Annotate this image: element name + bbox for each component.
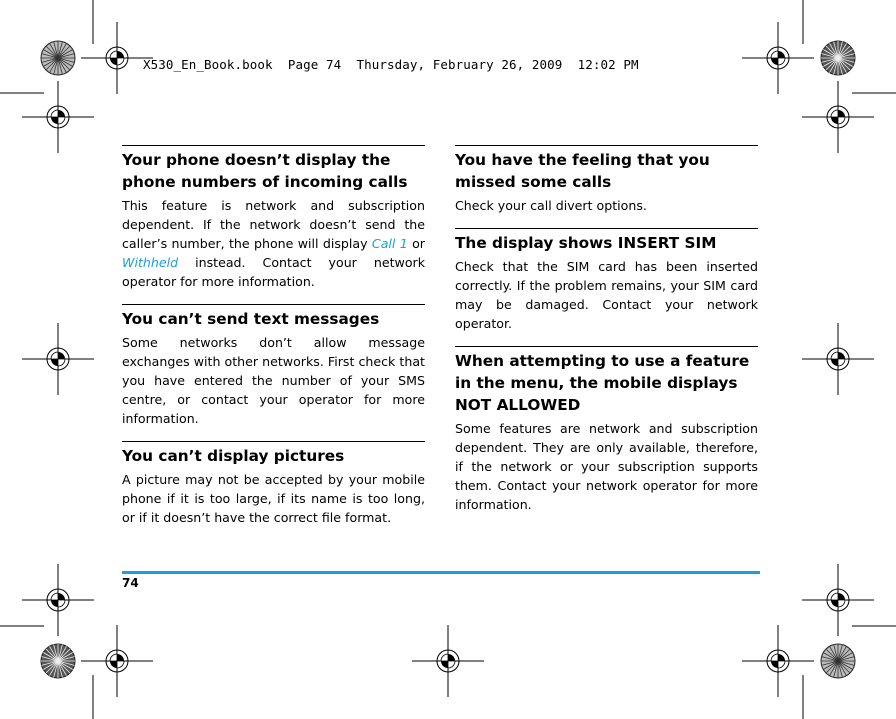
registration-target (22, 81, 94, 153)
star-target (821, 41, 855, 75)
registration-target (802, 323, 874, 395)
section-insert-sim (455, 228, 758, 333)
registration-target (22, 564, 94, 636)
star-target (41, 41, 75, 75)
footer-accent-bar (122, 571, 760, 574)
registration-target (802, 81, 874, 153)
section-missed-calls (455, 145, 758, 215)
section-body: Check your call divert options. (455, 198, 647, 213)
section-not-allowed (455, 346, 758, 514)
withheld-label: Withheld (122, 255, 179, 270)
section-title: You have the feeling that you missed some calls (455, 151, 710, 191)
body-text: This feature is network and subscription dependent. If the network doesn’t send the caller’s number, the phone will display (122, 198, 425, 251)
section-cant-display-pictures (122, 441, 425, 527)
section-title: Your phone doesn’t display the phone numbers of incoming calls (122, 151, 408, 191)
registration-target (81, 625, 153, 697)
section-body: Check that the SIM card has been inserted correctly. If the problem remains, your SIM card may be damaged. Contact your network operator. (455, 259, 758, 331)
star-target (821, 644, 855, 678)
registration-target (22, 323, 94, 395)
section-body: A picture may not be accepted by your mobile phone if it is too large, if its name is too long, or if it doesn’t have the correct file format. (122, 472, 425, 525)
section-body: Some features are network and subscription dependent. They are only available, therefore, if the network or your subscription supports them. Contact your network operator for more information. (455, 421, 758, 512)
section-body (122, 196, 425, 291)
section-title: When attempting to use a feature in the menu, the mobile displays NOT ALLOWED (455, 352, 750, 414)
star-target (41, 644, 75, 678)
print-header-line: X530_En_Book.book Page 74 Thursday, February 26, 2009 12:02 PM (143, 57, 639, 72)
section-cant-send-text (122, 304, 425, 428)
section-title: You can’t display pictures (122, 447, 345, 465)
right-column (455, 145, 758, 527)
call-1-label: Call 1 (371, 236, 408, 251)
registration-target (412, 625, 484, 697)
section-no-caller-number (122, 145, 425, 291)
left-column (122, 145, 425, 540)
section-title: You can’t send text messages (122, 310, 380, 328)
page-number: 74 (122, 576, 139, 590)
registration-target (802, 564, 874, 636)
section-body: Some networks don’t allow message exchanges with other networks. First check that you have entered the number of your SMS centre, or contact your operator for more information. (122, 335, 425, 426)
body-text: instead. Contact your network operator for more information. (122, 255, 425, 289)
section-title: The display shows INSERT SIM (455, 234, 717, 252)
body-text: or (407, 236, 425, 251)
